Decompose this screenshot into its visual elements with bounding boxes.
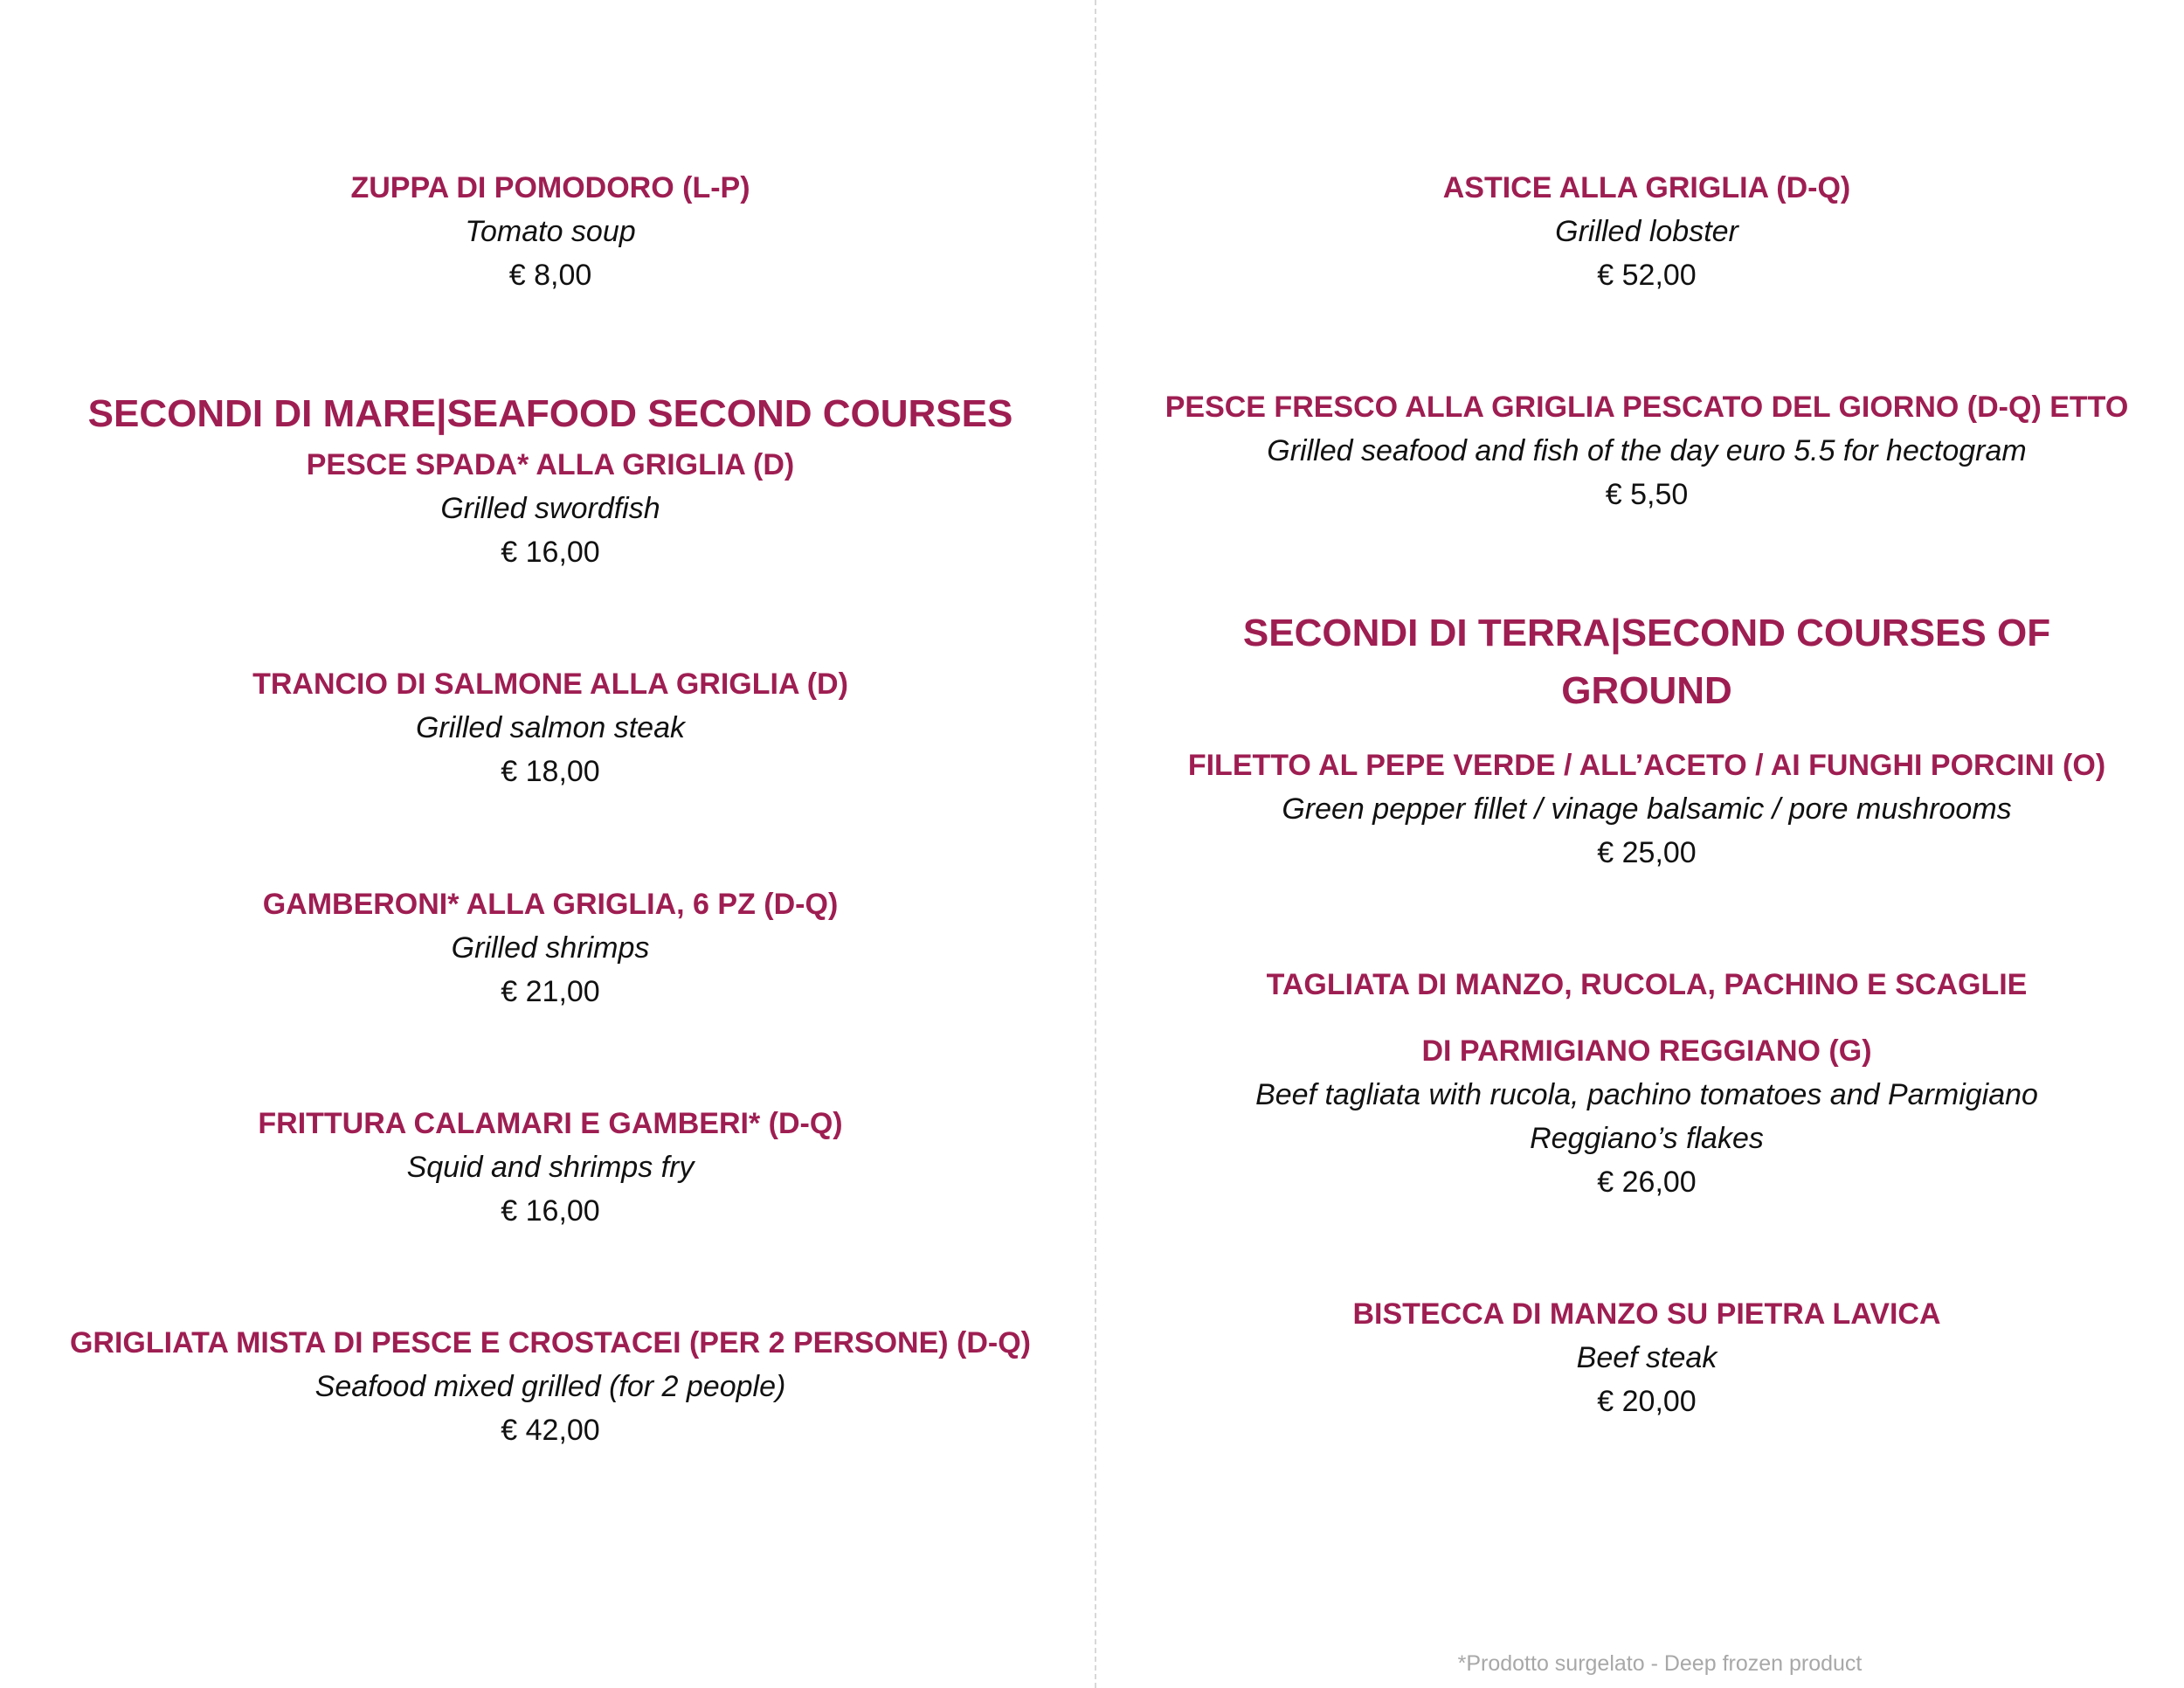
item-price: € 18,00: [501, 755, 600, 788]
menu-item-salmone: [35, 662, 1066, 793]
menu-item-bistecca: [1131, 1292, 2162, 1423]
item-description: Grilled swordfish: [440, 492, 660, 525]
section-heading-terra: [1131, 605, 2162, 720]
menu-item-zuppa: [35, 166, 1066, 297]
item-price: € 20,00: [1597, 1385, 1697, 1418]
menu-item-gamberoni: [35, 882, 1066, 1013]
item-description-line: Beef tagliata with rucola, pachino tomatoes and Parmigiano: [1255, 1078, 2038, 1111]
item-description: Grilled salmon steak: [415, 711, 685, 744]
item-name: GAMBERONI* ALLA GRIGLIA, 6 PZ (D-Q): [262, 888, 839, 921]
menu-item-tagliata: [1131, 963, 2162, 1204]
item-price: € 25,00: [1597, 836, 1697, 869]
section-heading-line: SECONDI DI TERRA|SECOND COURSES OF: [1242, 612, 2051, 654]
item-name-line: DI PARMIGIANO REGGIANO (G): [1421, 1034, 1872, 1068]
item-name: PESCE FRESCO ALLA GRIGLIA PESCATO DEL GIORNO (D-Q) ETTO: [1165, 391, 2129, 424]
item-price: € 16,00: [501, 1194, 600, 1228]
item-price: € 8,00: [508, 259, 592, 292]
item-description: Seafood mixed grilled (for 2 people): [314, 1370, 786, 1403]
item-name: ZUPPA DI POMODORO (L-P): [350, 171, 750, 204]
section-heading-line: GROUND: [1561, 669, 1732, 712]
section-heading-seafood: SECONDI DI MARE|SEAFOOD SECOND COURSES: [87, 392, 1013, 435]
item-name: FRITTURA CALAMARI E GAMBERI* (D-Q): [258, 1107, 843, 1140]
item-name: TRANCIO DI SALMONE ALLA GRIGLIA (D): [252, 668, 848, 701]
menu-item-filetto: [1131, 744, 2162, 875]
item-description: Grilled lobster: [1555, 215, 1738, 248]
item-price: € 26,00: [1597, 1166, 1697, 1199]
item-price: € 5,50: [1605, 478, 1689, 511]
item-description: Grilled shrimps: [451, 931, 650, 965]
item-price: € 21,00: [501, 975, 600, 1008]
menu-item-grigliata-mista: [35, 1321, 1066, 1452]
item-name: ASTICE ALLA GRIGLIA (D-Q): [1442, 171, 1851, 204]
item-description-line: Reggiano’s flakes: [1530, 1122, 1764, 1155]
item-description: Grilled seafood and fish of the day euro 5.5 for hectogram: [1267, 434, 2027, 467]
item-price: € 42,00: [501, 1414, 600, 1447]
frozen-product-footnote: *Prodotto surgelato - Deep frozen product: [1457, 1651, 1863, 1676]
item-description: Tomato soup: [465, 215, 636, 248]
menu-item-astice: [1131, 166, 2162, 297]
item-description: Beef steak: [1576, 1341, 1717, 1374]
item-name: GRIGLIATA MISTA DI PESCE E CROSTACEI (PER 2 PERSONE) (D-Q): [69, 1326, 1032, 1359]
menu-item-pesce-fresco: [1131, 385, 2162, 516]
item-name-line: TAGLIATA DI MANZO, RUCOLA, PACHINO E SCAGLIE: [1266, 968, 2028, 1001]
item-description: Green pepper fillet / vinage balsamic / pore mushrooms: [1282, 792, 2012, 826]
item-name: FILETTO AL PEPE VERDE / ALL’ACETO / AI FUNGHI PORCINI (O): [1187, 749, 2106, 782]
menu-item-frittura: [35, 1102, 1066, 1233]
item-price: € 16,00: [501, 536, 600, 569]
menu-item-pesce-spada: [35, 443, 1066, 574]
item-name: BISTECCA DI MANZO SU PIETRA LAVICA: [1352, 1297, 1941, 1331]
page-divider: [1095, 0, 1096, 1688]
item-price: € 52,00: [1597, 259, 1697, 292]
item-name: PESCE SPADA* ALLA GRIGLIA (D): [306, 448, 795, 481]
item-description: Squid and shrimps fry: [406, 1151, 695, 1184]
